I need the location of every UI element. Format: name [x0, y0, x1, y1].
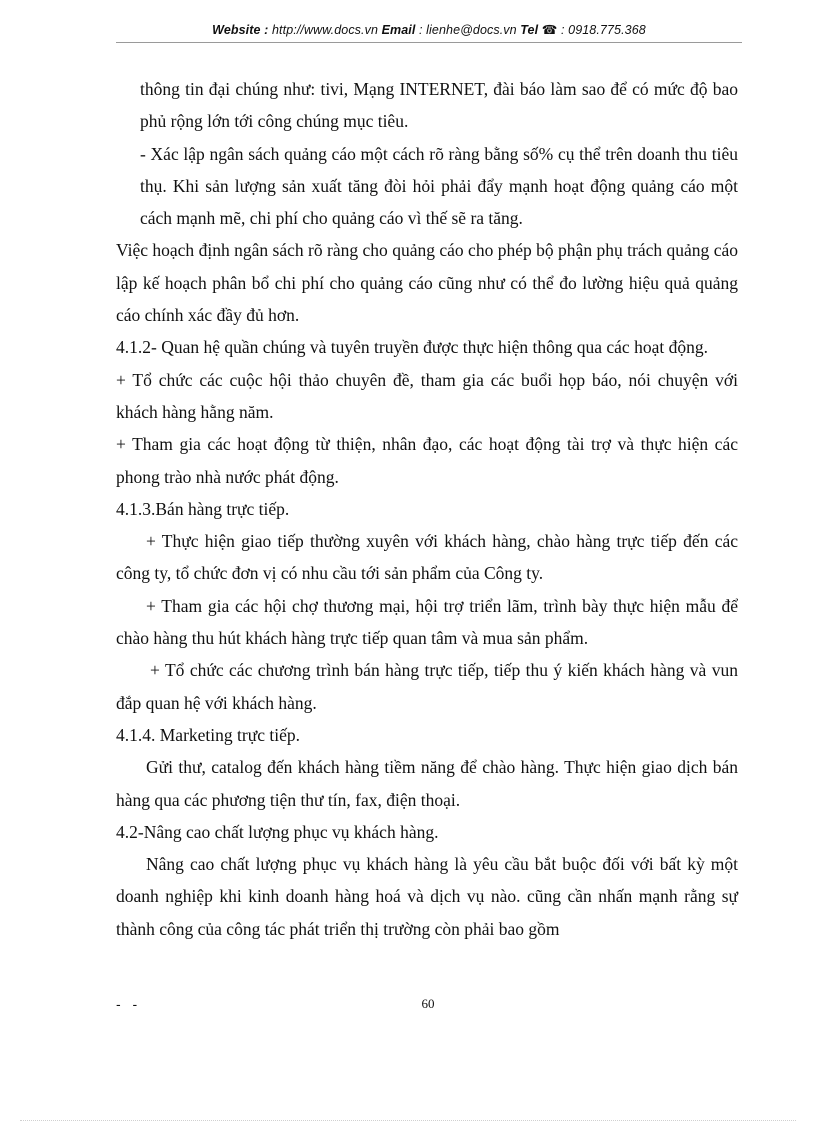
website-label: Website : — [212, 23, 269, 37]
heading-4-1-2: 4.1.2- Quan hệ quần chúng và tuyên truyền được thực hiện thông qua các hoạt động. — [116, 337, 708, 358]
email-value: : lienhe@docs.vn — [415, 23, 521, 37]
tel-value: : 0918.775.368 — [557, 23, 646, 37]
document-body — [116, 73, 738, 945]
list-item-charity: + Tham gia các hoạt động từ thiện, nhân đạo, các hoạt động tài trợ và thực hiện các phong trào nhà nước phát động. — [116, 434, 738, 487]
paragraph-direct-marketing: Gửi thư, catalog đến khách hàng tiềm năng để chào hàng. Thực hiện giao dịch bán hàng qua các phương tiện thư tín, fax, điện thoại. — [116, 757, 738, 810]
list-item-communication: + Thực hiện giao tiếp thường xuyên với khách hàng, chào hàng trực tiếp đến các công ty, tổ chức đơn vị có nhu cầu tới sản phẩm của Công ty. — [116, 531, 738, 584]
paragraph-service-quality: Nâng cao chất lượng phục vụ khách hàng là yêu cầu bắt buộc đối với bất kỳ một doanh nghiệp khi kinh doanh hàng hoá và dịch vụ nào. cũng cần nhấn mạnh rằng sự thành công của công tác phát triển thị trường còn phải bao gồm — [116, 854, 738, 939]
heading-4-1-3: 4.1.3.Bán hàng trực tiếp. — [116, 498, 290, 519]
paragraph-budget-item: - Xác lập ngân sách quảng cáo một cách rõ ràng bằng số% cụ thể trên doanh thu tiêu thụ. Khi sản lượng sản xuất tăng đòi hỏi phải đẩy mạnh hoạt động quảng cáo một cách mạnh mẽ, chi phí cho quảng cáo vì thế sẽ ra tăng. — [140, 143, 738, 229]
paragraph-budget-planning: Việc hoạch định ngân sách rõ ràng cho quảng cáo cho phép bộ phận phụ trách quảng cáo lập kế hoạch phân bổ chi phí cho quảng cáo cũng như có thể đo lường hiệu quả quảng cáo chính xác đầy đủ hơn. — [116, 240, 738, 326]
footer-dashes: - - — [116, 996, 142, 1012]
heading-4-2: 4.2-Nâng cao chất lượng phục vụ khách hàng. — [116, 821, 439, 842]
tel-label: Tel — [520, 23, 539, 37]
phone-icon: ☎ — [541, 23, 558, 37]
heading-4-1-4: 4.1.4. Marketing trực tiếp. — [116, 724, 300, 745]
page-number: 60 — [421, 996, 435, 1011]
list-item-trade-fairs: + Tham gia các hội chợ thương mại, hội trợ triển lãm, trình bày thực hiện mẫu để chào hàng thu hút khách hàng trực tiếp quan tâm và mua sản phẩm. — [116, 595, 738, 649]
header-divider — [116, 42, 742, 43]
paragraph-media-coverage: thông tin đại chúng như: tivi, Mạng INTERNET, đài báo làm sao để có mức độ bao phủ rộng lớn tới công chúng mục tiêu. — [140, 79, 738, 132]
page-header — [116, 22, 742, 37]
list-item-seminars: + Tổ chức các cuộc hội thảo chuyên đề, tham gia các buổi họp báo, nói chuyện với khách hàng hằng năm. — [116, 369, 738, 422]
bottom-dotted-line — [20, 1120, 796, 1121]
list-item-sales-programs: + Tổ chức các chương trình bán hàng trực tiếp, tiếp thu ý kiến khách hàng và vun đắp quan hệ với khách hàng. — [116, 660, 738, 713]
email-label: Email — [381, 23, 416, 37]
website-value: http://www.docs.vn — [268, 23, 382, 37]
